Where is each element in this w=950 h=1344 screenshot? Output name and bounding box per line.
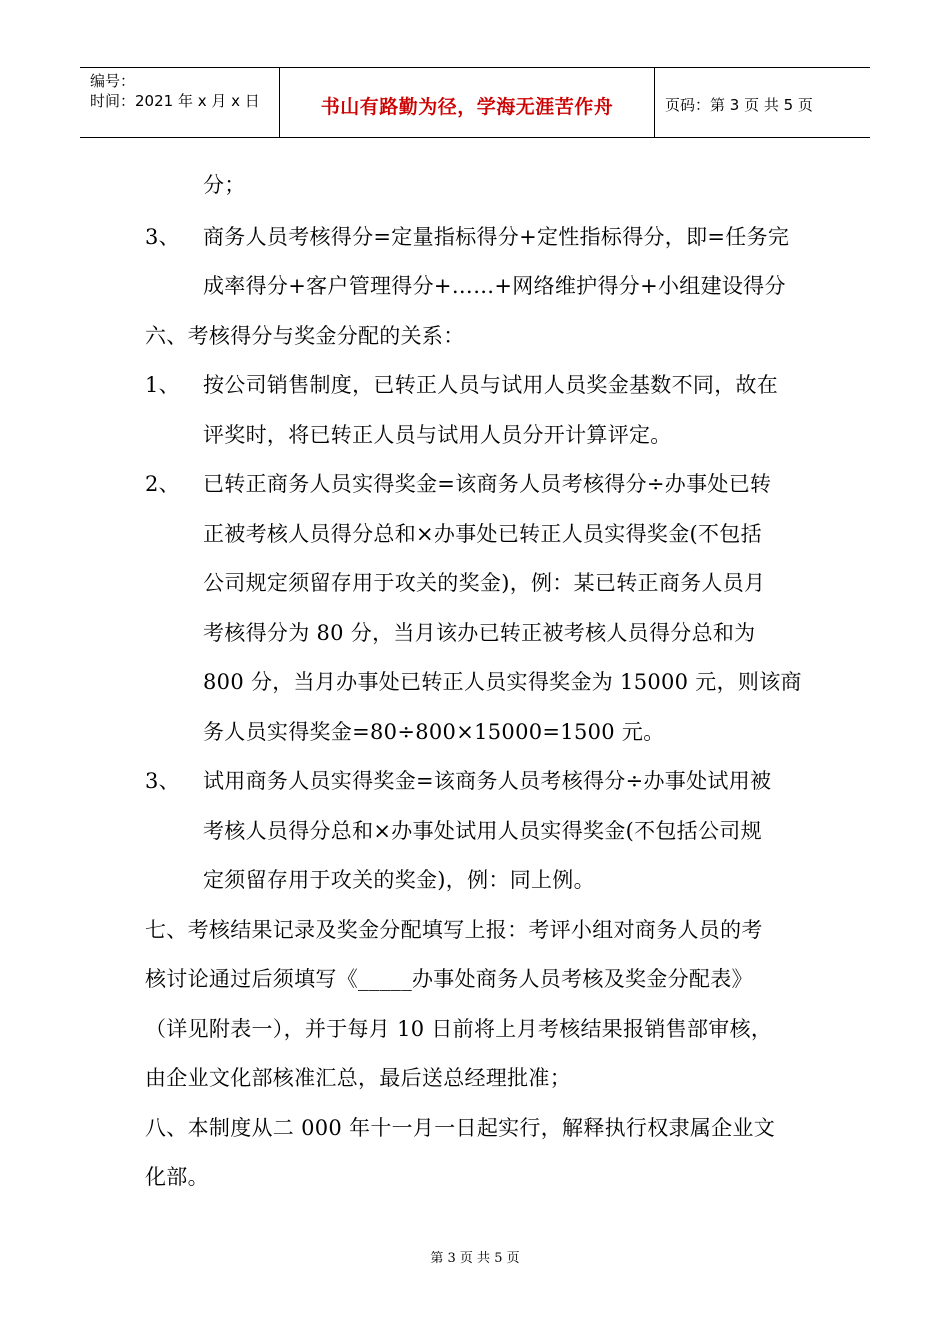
body-line: 商务人员考核得分=定量指标得分+定性指标得分，即=任务完: [203, 225, 790, 249]
header-motto: 书山有路勤为径，学海无涯苦作舟: [320, 96, 614, 118]
body-line: 化部。: [145, 1165, 209, 1189]
header-table: [80, 67, 870, 138]
body-line: 已转正商务人员实得奖金=该商务人员考核得分÷办事处已转: [203, 472, 772, 496]
body-line: 公司规定须留存用于攻关的奖金)，例：某已转正商务人员月: [203, 571, 766, 595]
page-footer: 第 3 页 共 5 页: [430, 1251, 520, 1266]
body-line: 核讨论通过后须填写《_____办事处商务人员考核及奖金分配表》: [145, 967, 753, 991]
section-heading: 六、考核得分与奖金分配的关系：: [145, 324, 465, 348]
body-line: 800 分，当月办事处已转正人员实得奖金为 15000 元，则该商: [203, 670, 802, 694]
list-number: 3、: [145, 769, 180, 793]
body-line: 分；: [203, 173, 246, 197]
body-line: 由企业文化部核准汇总，最后送总经理批准；: [145, 1066, 571, 1090]
body-line: 试用商务人员实得奖金=该商务人员考核得分÷办事处试用被: [203, 769, 772, 793]
body-line: 按公司销售制度，已转正人员与试用人员奖金基数不同，故在: [203, 373, 779, 397]
body-line: 成率得分+客户管理得分+……+网络维护得分+小组建设得分: [203, 274, 786, 298]
header-meta-cell: [80, 68, 280, 137]
body-line: 评奖时，将已转正人员与试用人员分开计算评定。: [203, 423, 672, 447]
document-number-label: 编号：: [90, 72, 136, 90]
header-motto-cell: [280, 68, 655, 137]
section-heading: 八、本制度从二 000 年十一月一日起实行，解释执行权隶属企业文: [145, 1116, 776, 1140]
document-time-label: 时间：2021 年 x 月 x 日: [90, 92, 260, 110]
body-line: 定须留存用于攻关的奖金)，例：同上例。: [203, 868, 595, 892]
body-line: 务人员实得奖金=80÷800×15000=1500 元。: [203, 720, 665, 744]
body-line: 正被考核人员得分总和×办事处已转正人员实得奖金(不包括: [203, 522, 762, 546]
header-page-cell: [655, 68, 870, 137]
header-page-code: 页码：第 3 页 共 5 页: [665, 96, 813, 114]
body-line: 考核人员得分总和×办事处试用人员实得奖金(不包括公司规: [203, 819, 762, 843]
body-line: （详见附表一），并于每月 10 日前将上月考核结果报销售部审核，: [145, 1017, 773, 1041]
section-heading: 七、考核结果记录及奖金分配填写上报：考评小组对商务人员的考: [145, 918, 763, 942]
list-number: 2、: [145, 472, 180, 496]
list-number: 3、: [145, 225, 180, 249]
body-line: 考核得分为 80 分，当月该办已转正被考核人员得分总和为: [203, 621, 756, 645]
list-number: 1、: [145, 373, 180, 397]
